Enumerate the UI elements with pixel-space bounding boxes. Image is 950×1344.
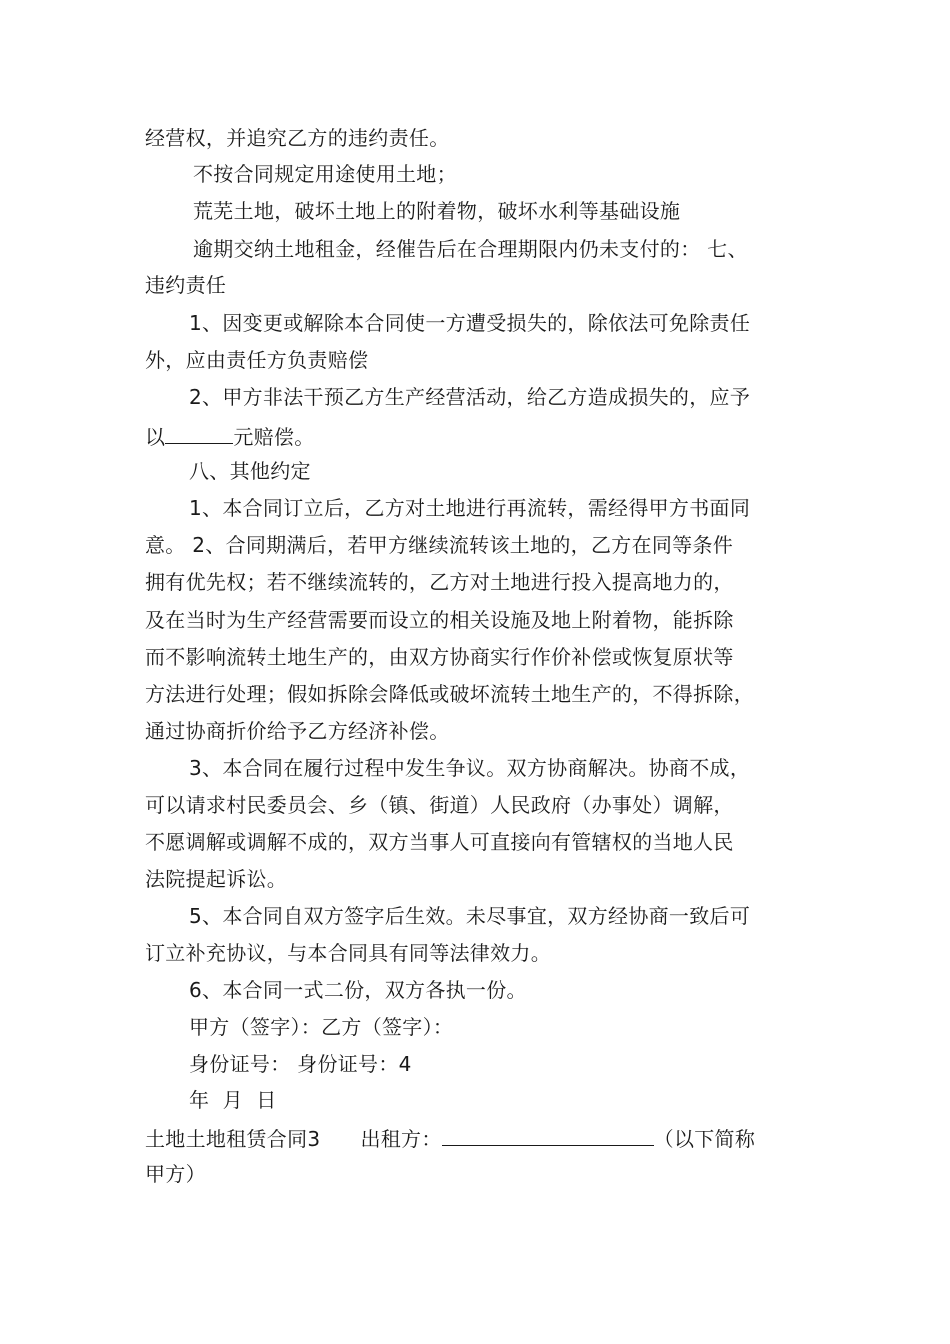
text-fragment: 元赔偿。 xyxy=(233,425,315,449)
text-line: 及在当时为生产经营需要而设立的相关设施及地上附着物，能拆除 xyxy=(145,608,734,632)
text-line: 可以请求村民委员会、乡（镇、街道）人民政府（办事处）调解， xyxy=(145,793,734,817)
text-line xyxy=(145,421,315,451)
text-line: 3、本合同在履行过程中发生争议。双方协商解决。协商不成， xyxy=(189,756,751,780)
text-line: 法院提起诉讼。 xyxy=(145,867,288,891)
section-heading: 八、其他约定 xyxy=(189,459,311,483)
lessor-label: 出租方： xyxy=(360,1127,442,1151)
text-line: 逾期交纳土地租金，经催告后在合理期限内仍未支付的： 七、 xyxy=(193,237,748,261)
text-line: 不愿调解或调解不成的，双方当事人可直接向有管辖权的当地人民 xyxy=(145,830,734,854)
blank-underline xyxy=(442,1123,654,1146)
text-line: 而不影响流转土地生产的，由双方协商实行作价补偿或恢复原状等 xyxy=(145,645,734,669)
text-line: 5、本合同自双方签字后生效。未尽事宜，双方经协商一致后可 xyxy=(189,904,751,928)
blank-underline xyxy=(165,421,233,444)
text-line: 不按合同规定用途使用土地； xyxy=(193,162,457,186)
id-number-line: 身份证号： 身份证号：4 xyxy=(189,1052,412,1076)
text-line: 通过协商折价给予乙方经济补偿。 xyxy=(145,719,450,743)
text-line xyxy=(145,1123,755,1153)
text-line: 外，应由责任方负责赔偿 xyxy=(145,348,369,372)
text-line: 经营权，并追究乙方的违约责任。 xyxy=(145,126,450,150)
text-line: 6、本合同一式二份，双方各执一份。 xyxy=(189,978,527,1002)
signature-line: 甲方（签字）：乙方（签字）： xyxy=(189,1015,454,1039)
text-line: 1、因变更或解除本合同使一方遭受损失的，除依法可免除责任 xyxy=(189,311,751,335)
contract-title: 土地土地租赁合同3 xyxy=(145,1127,321,1151)
text-line: 甲方） xyxy=(145,1162,206,1186)
text-line: 荒芜土地，破坏土地上的附着物，破坏水利等基础设施 xyxy=(193,199,681,223)
text-line: 方法进行处理；假如拆除会降低或破坏流转土地生产的，不得拆除， xyxy=(145,682,754,706)
date-line: 年 月 日 xyxy=(189,1088,277,1112)
text-line: 违约责任 xyxy=(145,273,227,297)
text-line: 拥有优先权；若不继续流转的，乙方对土地进行投入提高地力的， xyxy=(145,570,734,594)
text-line: 订立补充协议，与本合同具有同等法律效力。 xyxy=(145,941,551,965)
text-fragment: 以 xyxy=(145,425,166,449)
text-fragment: （以下简称 xyxy=(653,1127,756,1151)
text-line: 1、本合同订立后，乙方对土地进行再流转，需经得甲方书面同 xyxy=(189,496,751,520)
text-line: 意。 2、合同期满后，若甲方继续流转该土地的，乙方在同等条件 xyxy=(145,533,734,557)
text-line: 2、甲方非法干预乙方生产经营活动，给乙方造成损失的，应予 xyxy=(189,385,751,409)
